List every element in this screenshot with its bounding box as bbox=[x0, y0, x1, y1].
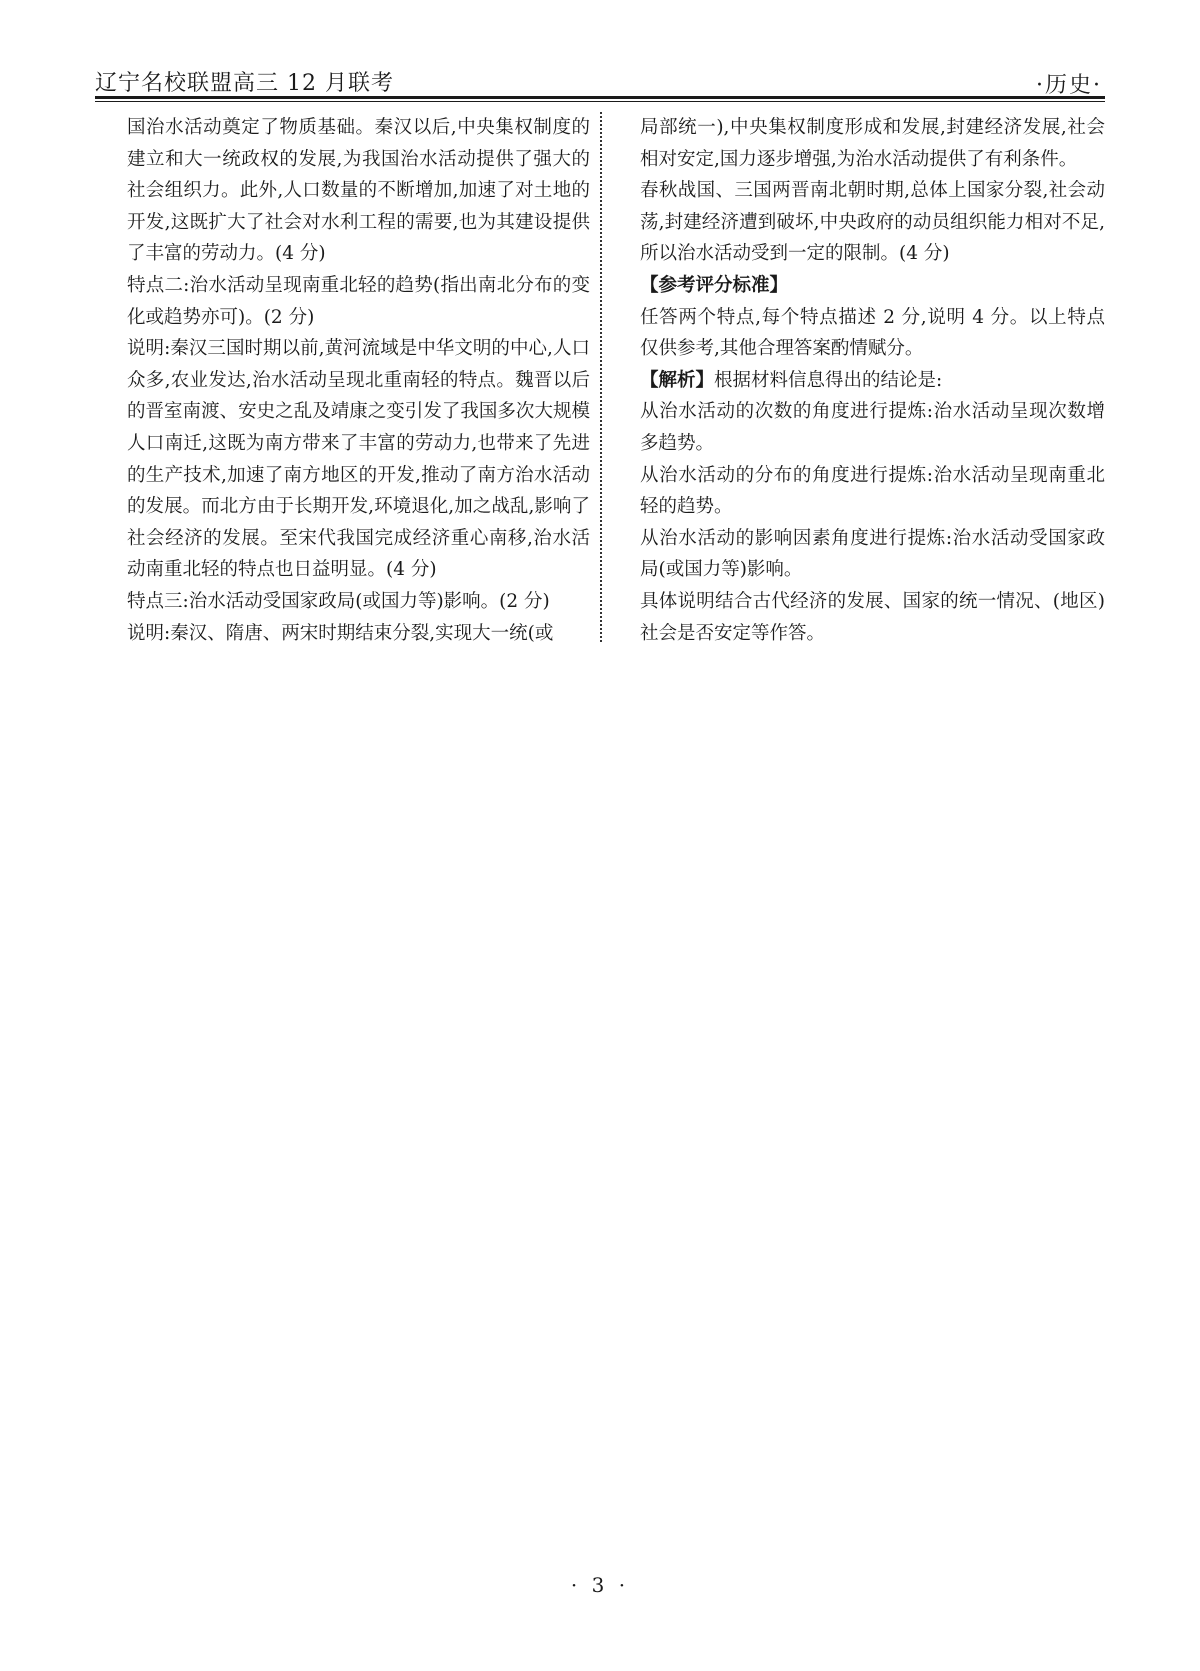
right-column bbox=[640, 112, 1105, 649]
paragraph: 说明:秦汉、隋唐、两宋时期结束分裂,实现大一统(或 bbox=[127, 622, 554, 644]
header-title: 辽宁名校联盟高三 12 月联考 bbox=[95, 71, 394, 96]
analysis-text: 根据材料信息得出的结论是: bbox=[714, 369, 943, 391]
page-number: · 3 · bbox=[570, 1573, 630, 1597]
paragraph: 从治水活动的影响因素角度进行提炼:治水活动受国家政局(或国力等)影响。 bbox=[640, 527, 1105, 581]
paragraph: 春秋战国、三国两晋南北朝时期,总体上国家分裂,社会动荡,封建经济遭到破坏,中央政府的动员组织能力相对不足,所以治水活动受到一定的限制。(4 分) bbox=[640, 180, 1105, 265]
header-rule bbox=[95, 96, 1105, 99]
header-subject: ·历史· bbox=[1036, 73, 1102, 98]
header-rule-thin bbox=[95, 101, 1105, 102]
left-column bbox=[127, 112, 590, 649]
analysis-paragraph bbox=[640, 365, 1105, 397]
paragraph: 从治水活动的分布的角度进行提炼:治水活动呈现南重北轻的趋势。 bbox=[640, 464, 1105, 518]
paragraph: 特点三:治水活动受国家政局(或国力等)影响。(2 分) bbox=[127, 590, 550, 612]
column-divider bbox=[600, 112, 602, 642]
paragraph: 任答两个特点,每个特点描述 2 分,说明 4 分。以上特点仅供参考,其他合理答案酌情赋分。 bbox=[640, 306, 1105, 360]
paragraph: 国治水活动奠定了物质基础。秦汉以后,中央集权制度的建立和大一统政权的发展,为我国治水活动提供了强大的社会组织力。此外,人口数量的不断增加,加速了对土地的开发,这既扩大了社会对水利工程的需要,也为其建设提供了丰富的劳动力。(4 分) bbox=[127, 117, 590, 265]
paragraph: 局部统一),中央集权制度形成和发展,封建经济发展,社会相对安定,国力逐步增强,为治水活动提供了有利条件。 bbox=[640, 117, 1105, 170]
paragraph: 说明:秦汉三国时期以前,黄河流域是中华文明的中心,人口众多,农业发达,治水活动呈现北重南轻的特点。魏晋以后的晋室南渡、安史之乱及靖康之变引发了我国多次大规模人口南迁,这既为南方带来了丰富的劳动力,也带来了先进的生产技术,加速了南方地区的开发,推动了南方治水活动的发展。而北方由于长期开发,环境退化,加之战乱,影响了社会经济的发展。至宋代我国完成经济重心南移,治水活动南重北轻的特点也日益明显。(4 分) bbox=[127, 338, 590, 581]
scoring-heading: 【参考评分标准】 bbox=[640, 274, 789, 296]
paragraph: 从治水活动的次数的角度进行提炼:治水活动呈现次数增多趋势。 bbox=[640, 401, 1105, 454]
paragraph: 具体说明结合古代经济的发展、国家的统一情况、(地区)社会是否安定等作答。 bbox=[640, 590, 1105, 644]
paragraph: 特点二:治水活动呈现南重北轻的趋势(指出南北分布的变化或趋势亦可)。(2 分) bbox=[127, 274, 590, 328]
analysis-label: 【解析】 bbox=[640, 369, 715, 391]
